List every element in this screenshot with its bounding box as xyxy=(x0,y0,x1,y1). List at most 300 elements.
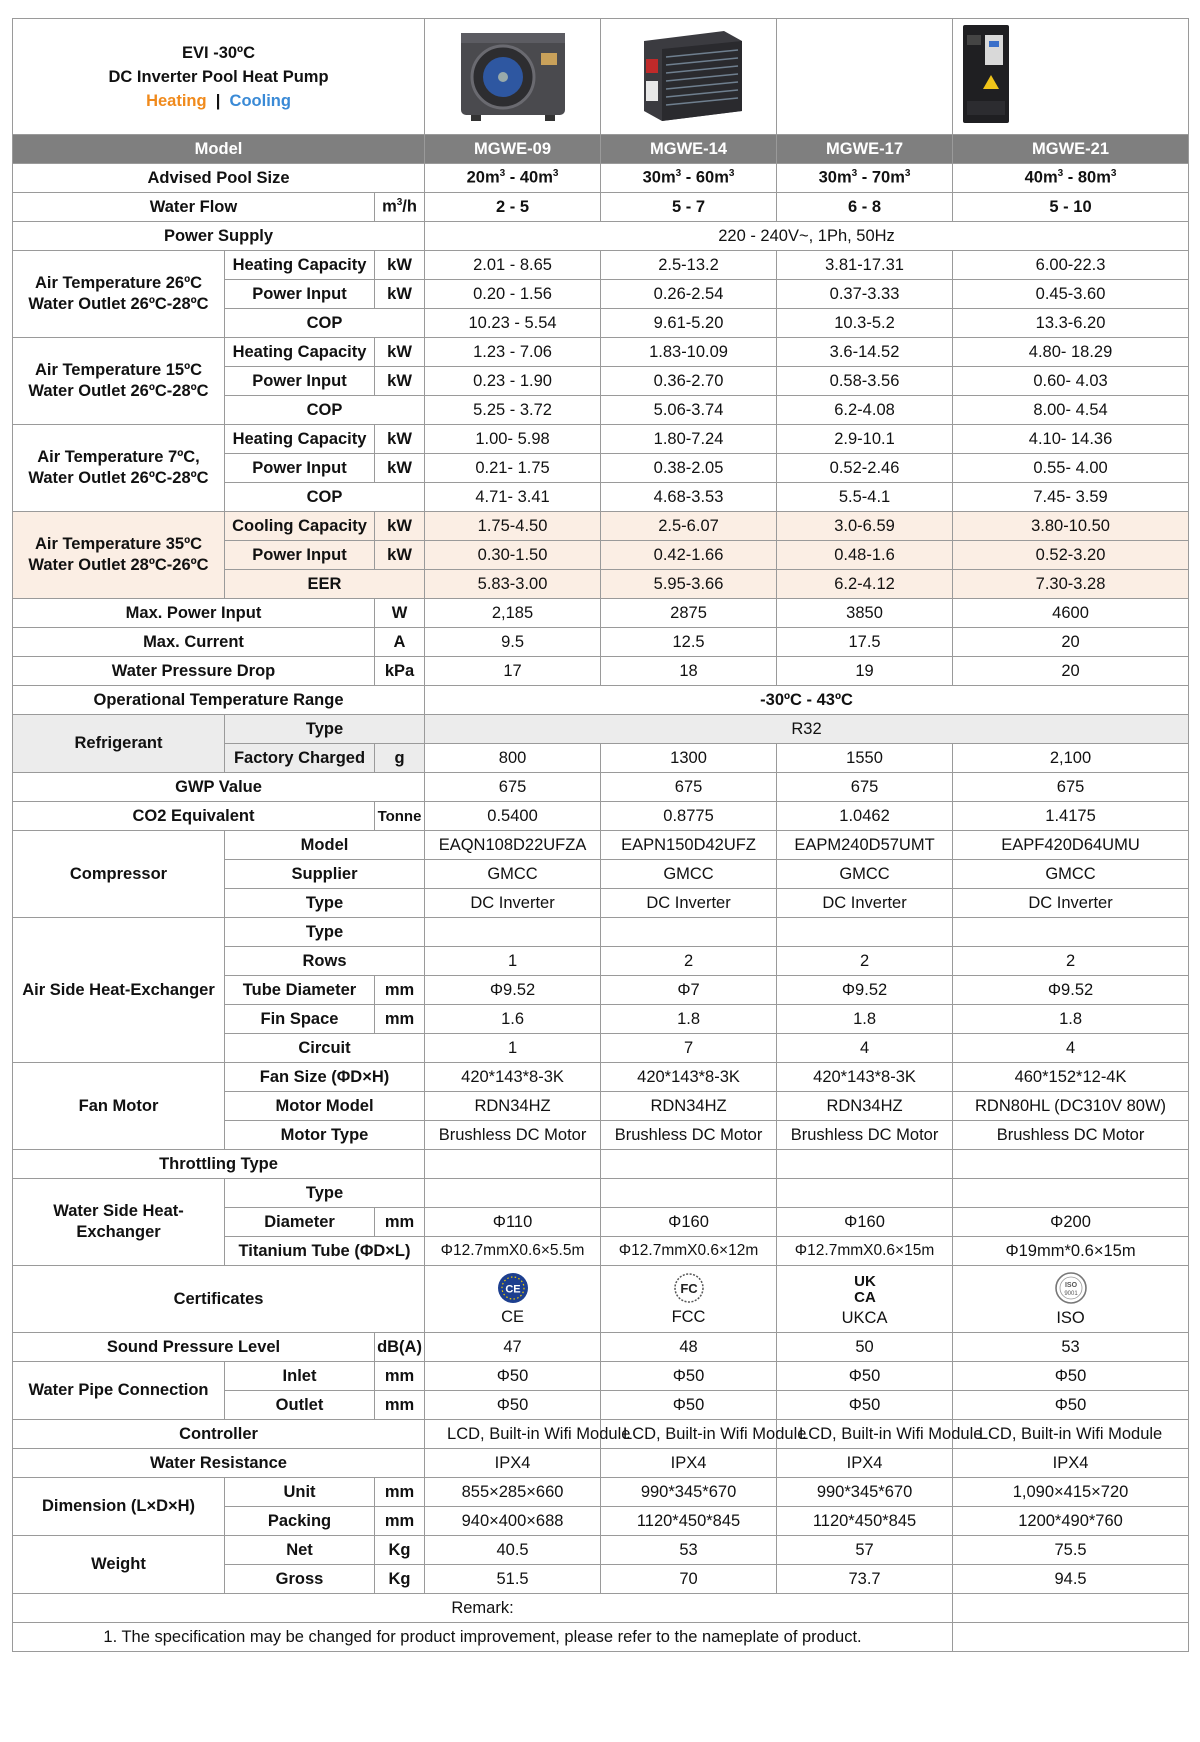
table-row xyxy=(13,802,1189,831)
table-cell: 4 xyxy=(953,1034,1189,1063)
table-row xyxy=(13,1063,1189,1092)
unit-cell: kW xyxy=(375,367,425,396)
table-cell: IPX4 xyxy=(777,1449,953,1478)
table-cell: 5 - 10 xyxy=(953,193,1189,222)
table-cell: Φ50 xyxy=(777,1362,953,1391)
row-label: Fin Space xyxy=(225,1005,375,1034)
group-label: Dimension (L×D×H) xyxy=(13,1478,225,1536)
table-cell: 53 xyxy=(601,1536,777,1565)
table-cell: 1.8 xyxy=(953,1005,1189,1034)
table-cell: RDN80HL (DC310V 80W) xyxy=(953,1092,1189,1121)
table-cell: 20 xyxy=(953,657,1189,686)
table-cell: 94.5 xyxy=(953,1565,1189,1594)
table-cell: Φ12.7mmX0.6×15m xyxy=(777,1237,953,1266)
table-row xyxy=(13,1623,1189,1652)
table-cell: RDN34HZ xyxy=(601,1092,777,1121)
table-cell: GMCC xyxy=(601,860,777,889)
table-cell: 17.5 xyxy=(777,628,953,657)
unit-cell: kW xyxy=(375,425,425,454)
table-cell: 1,090×415×720 xyxy=(953,1478,1189,1507)
unit-cell: W xyxy=(375,599,425,628)
unit-cell: g xyxy=(375,744,425,773)
row-label: GWP Value xyxy=(13,773,425,802)
row-label: Factory Charged xyxy=(225,744,375,773)
table-cell: Φ50 xyxy=(425,1391,601,1420)
table-cell: -30ºC - 43ºC xyxy=(425,686,1189,715)
table-cell: $30m^3 - 60m^3$ xyxy=(601,164,777,193)
table-cell: RDN34HZ xyxy=(777,1092,953,1121)
row-label: Operational Temperature Range xyxy=(13,686,425,715)
unit-cell: mm xyxy=(375,976,425,1005)
table-cell: Φ50 xyxy=(601,1362,777,1391)
table-row xyxy=(13,657,1189,686)
row-label: Max. Current xyxy=(13,628,375,657)
ce-mark-icon xyxy=(497,1272,529,1304)
remark-note: 1. The specification may be changed for product improvement, please refer to the nameplate of product. xyxy=(13,1623,953,1652)
table-cell: 800 xyxy=(425,744,601,773)
unit-cell: mm xyxy=(375,1507,425,1536)
model-name: MGWE-17 xyxy=(777,135,953,164)
model-name: MGWE-21 xyxy=(953,135,1189,164)
table-cell: 1.0462 xyxy=(777,802,953,831)
row-label: Max. Power Input xyxy=(13,599,375,628)
unit-cell: mm xyxy=(375,1478,425,1507)
table-cell: 1550 xyxy=(777,744,953,773)
table-cell: R32 xyxy=(425,715,1189,744)
table-cell: 0.20 - 1.56 xyxy=(425,280,601,309)
table-cell: 1.4175 xyxy=(953,802,1189,831)
table-cell xyxy=(953,918,1189,947)
table-cell: 990*345*670 xyxy=(601,1478,777,1507)
table-cell: 460*152*12-4K xyxy=(953,1063,1189,1092)
heat-pump-unit-1-icon xyxy=(453,19,573,129)
table-cell: RDN34HZ xyxy=(425,1092,601,1121)
table-cell: 9.5 xyxy=(425,628,601,657)
table-cell: 1120*450*845 xyxy=(777,1507,953,1536)
group-label: Air Side Heat-Exchanger xyxy=(13,918,225,1063)
row-label: Gross xyxy=(225,1565,375,1594)
row-label: Rows xyxy=(225,947,425,976)
table-cell: 18 xyxy=(601,657,777,686)
table-cell: 6.2-4.12 xyxy=(777,570,953,599)
table-cell: LCD, Built-in Wifi Module xyxy=(601,1420,777,1449)
table-cell: 40.5 xyxy=(425,1536,601,1565)
row-label: Outlet xyxy=(225,1391,375,1420)
table-row xyxy=(13,222,1189,251)
unit-cell: kW xyxy=(375,338,425,367)
table-cell: Φ50 xyxy=(953,1391,1189,1420)
unit-cell: mm xyxy=(375,1005,425,1034)
table-cell: 73.7 xyxy=(777,1565,953,1594)
table-cell: 0.45-3.60 xyxy=(953,280,1189,309)
table-cell: Φ19mm*0.6×15m xyxy=(953,1237,1189,1266)
table-cell: 75.5 xyxy=(953,1536,1189,1565)
table-cell: IPX4 xyxy=(601,1449,777,1478)
table-cell: 1.23 - 7.06 xyxy=(425,338,601,367)
table-cell: Φ7 xyxy=(601,976,777,1005)
unit-cell: Kg xyxy=(375,1536,425,1565)
mode-line xyxy=(16,89,421,113)
table-cell: 4.68-3.53 xyxy=(601,483,777,512)
row-label: Certificates xyxy=(13,1266,425,1333)
row-label: Type xyxy=(225,918,425,947)
product-image-cell xyxy=(953,19,1189,135)
group-label: Weight xyxy=(13,1536,225,1594)
table-cell: DC Inverter xyxy=(777,889,953,918)
row-label: Advised Pool Size xyxy=(13,164,425,193)
group-label: Water Pipe Connection xyxy=(13,1362,225,1420)
row-label: Throttling Type xyxy=(13,1150,425,1179)
cooling-label: Cooling xyxy=(229,91,291,110)
row-label: Packing xyxy=(225,1507,375,1536)
table-cell: Φ50 xyxy=(601,1391,777,1420)
table-cell: 1.8 xyxy=(777,1005,953,1034)
table-cell: 47 xyxy=(425,1333,601,1362)
table-cell: Φ9.52 xyxy=(425,976,601,1005)
table-cell: 1.83-10.09 xyxy=(601,338,777,367)
table-cell: 2.5-13.2 xyxy=(601,251,777,280)
table-cell: 675 xyxy=(953,773,1189,802)
row-label: Type xyxy=(225,1179,425,1208)
fcc-mark-icon xyxy=(672,1272,706,1304)
table-cell: 420*143*8-3K xyxy=(425,1063,601,1092)
row-label: Power Input xyxy=(225,541,375,570)
table-cell: 0.36-2.70 xyxy=(601,367,777,396)
table-cell: Φ50 xyxy=(953,1362,1189,1391)
unit-cell: mm xyxy=(375,1391,425,1420)
table-row xyxy=(13,1449,1189,1478)
table-row xyxy=(13,773,1189,802)
table-cell: 13.3-6.20 xyxy=(953,309,1189,338)
table-cell xyxy=(601,1150,777,1179)
unit-cell: kW xyxy=(375,280,425,309)
row-label: Supplier xyxy=(225,860,425,889)
svg-text:CA: CA xyxy=(853,1288,876,1306)
table-cell: 0.42-1.66 xyxy=(601,541,777,570)
table-cell: 7.30-3.28 xyxy=(953,570,1189,599)
unit-cell: kW xyxy=(375,541,425,570)
svg-text:CE: CE xyxy=(504,1283,521,1295)
title-row xyxy=(13,19,1189,135)
table-cell: 0.52-3.20 xyxy=(953,541,1189,570)
row-label: Titanium Tube (ΦD×L) xyxy=(225,1237,425,1266)
condition-label: Air Temperature 7ºC, Water Outlet 26ºC-28ºC xyxy=(13,425,225,512)
table-cell: 19 xyxy=(777,657,953,686)
table-row xyxy=(13,1266,1189,1333)
table-cell: 9.61-5.20 xyxy=(601,309,777,338)
table-cell: 420*143*8-3K xyxy=(601,1063,777,1092)
table-cell: 0.60- 4.03 xyxy=(953,367,1189,396)
table-cell: $30m^3 - 70m^3$ xyxy=(777,164,953,193)
row-label: Sound Pressure Level xyxy=(13,1333,375,1362)
unit-cell: kW xyxy=(375,454,425,483)
table-cell: 8.00- 4.54 xyxy=(953,396,1189,425)
model-name: MGWE-14 xyxy=(601,135,777,164)
table-cell: 1200*490*760 xyxy=(953,1507,1189,1536)
table-cell: 10.23 - 5.54 xyxy=(425,309,601,338)
row-label: Unit xyxy=(225,1478,375,1507)
table-cell: 2.5-6.07 xyxy=(601,512,777,541)
table-cell: 0.21- 1.75 xyxy=(425,454,601,483)
table-cell: 1.80-7.24 xyxy=(601,425,777,454)
table-cell: 20 xyxy=(953,628,1189,657)
row-label: EER xyxy=(225,570,425,599)
table-cell: DC Inverter xyxy=(425,889,601,918)
table-cell: 0.30-1.50 xyxy=(425,541,601,570)
table-cell xyxy=(601,1179,777,1208)
table-cell: 3.81-17.31 xyxy=(777,251,953,280)
row-label: Power Input xyxy=(225,280,375,309)
table-cell: 2,100 xyxy=(953,744,1189,773)
table-cell: 1.75-4.50 xyxy=(425,512,601,541)
sheet-title xyxy=(13,19,425,135)
table-cell: 675 xyxy=(601,773,777,802)
table-cell: Brushless DC Motor xyxy=(601,1121,777,1150)
table-cell: LCD, Built-in Wifi Module xyxy=(425,1420,601,1449)
table-cell: Φ9.52 xyxy=(953,976,1189,1005)
row-label: Water Flow xyxy=(13,193,375,222)
row-label: Water Pressure Drop xyxy=(13,657,375,686)
table-cell: 3.6-14.52 xyxy=(777,338,953,367)
table-cell xyxy=(425,1150,601,1179)
heat-pump-unit-2-icon xyxy=(624,19,754,129)
table-row xyxy=(13,1536,1189,1565)
row-label: Net xyxy=(225,1536,375,1565)
table-cell xyxy=(953,1150,1189,1179)
table-cell: 1300 xyxy=(601,744,777,773)
table-cell xyxy=(425,1266,601,1333)
table-cell: EAPM240D57UMT xyxy=(777,831,953,860)
table-cell: 5.06-3.74 xyxy=(601,396,777,425)
row-label: Heating Capacity xyxy=(225,338,375,367)
table-row xyxy=(13,1594,1189,1623)
table-cell xyxy=(777,1179,953,1208)
model-name: MGWE-09 xyxy=(425,135,601,164)
table-cell: GMCC xyxy=(777,860,953,889)
table-cell: 220 - 240V~, 1Ph, 50Hz xyxy=(425,222,1189,251)
row-label: Diameter xyxy=(225,1208,375,1237)
row-label: Power Input xyxy=(225,367,375,396)
row-label: CO2 Equivalent xyxy=(13,802,375,831)
table-cell: 855×285×660 xyxy=(425,1478,601,1507)
table-cell: Brushless DC Motor xyxy=(425,1121,601,1150)
table-cell: Φ12.7mmX0.6×5.5m xyxy=(425,1237,601,1266)
table-cell: 0.52-2.46 xyxy=(777,454,953,483)
table-row xyxy=(13,918,1189,947)
table-cell: 2,185 xyxy=(425,599,601,628)
table-cell xyxy=(953,1623,1189,1652)
unit-cell: mm xyxy=(375,1362,425,1391)
product-image-cell xyxy=(601,19,777,135)
table-cell xyxy=(425,1179,601,1208)
certificate-name: UKCA xyxy=(841,1308,888,1327)
table-cell: 2.9-10.1 xyxy=(777,425,953,454)
row-label: Tube Diameter xyxy=(225,976,375,1005)
table-cell: 6 - 8 xyxy=(777,193,953,222)
table-cell: 2 - 5 xyxy=(425,193,601,222)
table-cell: Brushless DC Motor xyxy=(777,1121,953,1150)
table-row xyxy=(13,338,1189,367)
table-cell: 7.45- 3.59 xyxy=(953,483,1189,512)
table-cell: 48 xyxy=(601,1333,777,1362)
row-label: Motor Model xyxy=(225,1092,425,1121)
table-cell: 675 xyxy=(425,773,601,802)
table-cell: 12.5 xyxy=(601,628,777,657)
table-cell xyxy=(953,1266,1189,1333)
table-row xyxy=(13,251,1189,280)
row-label: Cooling Capacity xyxy=(225,512,375,541)
certificate-name: FCC xyxy=(671,1307,706,1326)
table-cell: 0.48-1.6 xyxy=(777,541,953,570)
table-cell: 1120*450*845 xyxy=(601,1507,777,1536)
table-cell: 10.3-5.2 xyxy=(777,309,953,338)
mode-separator: | xyxy=(215,91,221,110)
row-label: Fan Size (ΦD×H) xyxy=(225,1063,425,1092)
table-cell: 5.95-3.66 xyxy=(601,570,777,599)
table-cell: 5.25 - 3.72 xyxy=(425,396,601,425)
table-cell: 3850 xyxy=(777,599,953,628)
table-row xyxy=(13,599,1189,628)
spec-sheet xyxy=(12,18,1188,1652)
ukca-mark-icon xyxy=(849,1271,881,1305)
table-cell: 6.2-4.08 xyxy=(777,396,953,425)
table-cell: 0.58-3.56 xyxy=(777,367,953,396)
table-cell: 1.8 xyxy=(601,1005,777,1034)
row-label: Type xyxy=(225,889,425,918)
table-cell: EAPF420D64UMU xyxy=(953,831,1189,860)
table-cell: 4 xyxy=(777,1034,953,1063)
svg-text:FC: FC xyxy=(679,1280,698,1296)
group-label: Compressor xyxy=(13,831,225,918)
table-cell: 50 xyxy=(777,1333,953,1362)
title-line1: EVI -30ºC xyxy=(182,43,255,62)
table-row xyxy=(13,425,1189,454)
table-cell: 0.37-3.33 xyxy=(777,280,953,309)
table-cell: Φ50 xyxy=(425,1362,601,1391)
row-label: Heating Capacity xyxy=(225,251,375,280)
unit-cell: dB(A) xyxy=(375,1333,425,1362)
row-label: COP xyxy=(225,309,425,338)
table-row xyxy=(13,164,1189,193)
model-header-row xyxy=(13,135,1189,164)
table-cell: 4600 xyxy=(953,599,1189,628)
table-cell: 3.0-6.59 xyxy=(777,512,953,541)
table-cell: DC Inverter xyxy=(953,889,1189,918)
table-row xyxy=(13,628,1189,657)
table-row xyxy=(13,831,1189,860)
table-cell: 1 xyxy=(425,947,601,976)
svg-text:9001: 9001 xyxy=(1063,1290,1078,1297)
row-label: COP xyxy=(225,396,425,425)
table-cell: IPX4 xyxy=(953,1449,1189,1478)
row-label: Power Supply xyxy=(13,222,425,251)
model-header-label: Model xyxy=(13,135,425,164)
table-cell: LCD, Built-in Wifi Module xyxy=(953,1420,1189,1449)
table-cell xyxy=(777,1266,953,1333)
table-cell: Φ9.52 xyxy=(777,976,953,1005)
table-cell xyxy=(953,1594,1189,1623)
table-cell: Brushless DC Motor xyxy=(953,1121,1189,1150)
table-cell: $40m^3 - 80m^3$ xyxy=(953,164,1189,193)
table-cell: EAPN150D42UFZ xyxy=(601,831,777,860)
table-cell xyxy=(601,918,777,947)
table-cell: 0.5400 xyxy=(425,802,601,831)
table-cell: 53 xyxy=(953,1333,1189,1362)
row-label: Power Input xyxy=(225,454,375,483)
table-cell: 1 xyxy=(425,1034,601,1063)
table-cell xyxy=(777,918,953,947)
certificate-name: CE xyxy=(501,1307,524,1326)
row-label: COP xyxy=(225,483,425,512)
product-image-cell xyxy=(777,19,953,135)
spec-table xyxy=(12,18,1189,1652)
table-cell: Φ50 xyxy=(777,1391,953,1420)
unit-cell: mm xyxy=(375,1208,425,1237)
table-cell: 2 xyxy=(777,947,953,976)
table-cell: GMCC xyxy=(953,860,1189,889)
table-row xyxy=(13,1150,1189,1179)
row-label: Heating Capacity xyxy=(225,425,375,454)
table-row xyxy=(13,1478,1189,1507)
table-row xyxy=(13,715,1189,744)
table-cell: 5 - 7 xyxy=(601,193,777,222)
table-cell: 4.10- 14.36 xyxy=(953,425,1189,454)
unit-cell: Tonne xyxy=(375,802,425,831)
certificate-name: ISO xyxy=(1056,1308,1085,1327)
table-row xyxy=(13,686,1189,715)
unit-cell: $m^3/h$ xyxy=(375,193,425,222)
row-label: Model xyxy=(225,831,425,860)
table-cell: 2.01 - 8.65 xyxy=(425,251,601,280)
group-label: Water Side Heat- Exchanger xyxy=(13,1179,225,1266)
table-cell: 0.23 - 1.90 xyxy=(425,367,601,396)
svg-text:UK: UK xyxy=(853,1272,876,1290)
group-label: Refrigerant xyxy=(13,715,225,773)
unit-cell: kPa xyxy=(375,657,425,686)
table-cell: 4.71- 3.41 xyxy=(425,483,601,512)
table-cell: 6.00-22.3 xyxy=(953,251,1189,280)
heating-label: Heating xyxy=(146,91,207,110)
condition-label: Air Temperature 26ºC Water Outlet 26ºC-28ºC xyxy=(13,251,225,338)
table-row xyxy=(13,1420,1189,1449)
table-cell: 5.83-3.00 xyxy=(425,570,601,599)
table-cell: 940×400×688 xyxy=(425,1507,601,1536)
table-cell: 51.5 xyxy=(425,1565,601,1594)
table-cell: LCD, Built-in Wifi Module xyxy=(777,1420,953,1449)
condition-label: Air Temperature 15ºC Water Outlet 26ºC-28ºC xyxy=(13,338,225,425)
condition-label: Air Temperature 35ºC Water Outlet 28ºC-26ºC xyxy=(13,512,225,599)
table-cell: 0.26-2.54 xyxy=(601,280,777,309)
table-row xyxy=(13,512,1189,541)
unit-cell: Kg xyxy=(375,1565,425,1594)
row-label: Water Resistance xyxy=(13,1449,425,1478)
table-cell: 0.55- 4.00 xyxy=(953,454,1189,483)
heat-pump-unit-3-icon xyxy=(951,19,1021,129)
table-cell: IPX4 xyxy=(425,1449,601,1478)
table-cell: 7 xyxy=(601,1034,777,1063)
table-cell: Φ160 xyxy=(601,1208,777,1237)
table-cell: 2875 xyxy=(601,599,777,628)
table-cell: 0.38-2.05 xyxy=(601,454,777,483)
table-cell: 675 xyxy=(777,773,953,802)
svg-text:ISO: ISO xyxy=(1064,1281,1077,1289)
table-cell: 1.6 xyxy=(425,1005,601,1034)
table-cell: Φ200 xyxy=(953,1208,1189,1237)
table-cell xyxy=(425,918,601,947)
unit-cell: A xyxy=(375,628,425,657)
table-row xyxy=(13,1179,1189,1208)
table-cell xyxy=(601,1266,777,1333)
